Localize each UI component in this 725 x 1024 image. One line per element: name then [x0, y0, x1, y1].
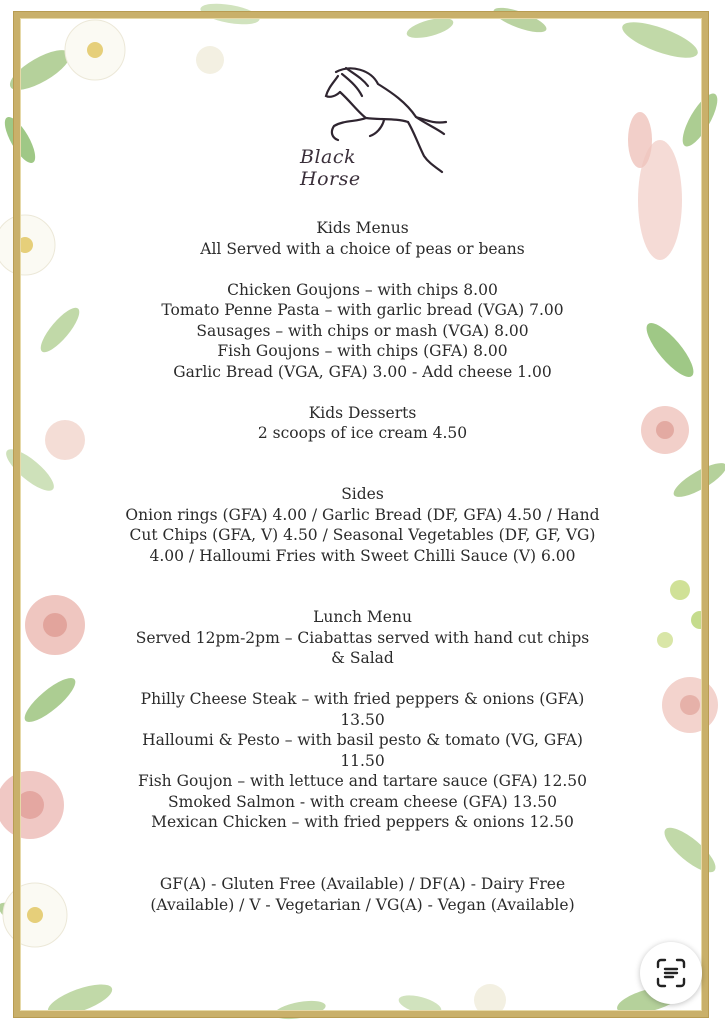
kids-dessert-item: 2 scoops of ice cream 4.50	[257, 424, 468, 442]
lunch-menu-item: Smoked Salmon - with cream cheese (GFA) 13.50	[168, 792, 557, 811]
lunch-menu-title: Lunch Menu	[313, 608, 412, 626]
legend-line: (Available) / V - Vegetarian / VG(A) - Vegan (Available)	[150, 895, 575, 914]
dietary-legend	[100, 874, 625, 915]
sides-section	[100, 484, 625, 566]
lunch-menu-item: Mexican Chicken – with fried peppers & onions 12.50	[151, 813, 574, 831]
lunch-menu-item: Halloumi & Pesto – with basil pesto & tomato (VG, GFA)	[142, 731, 583, 749]
sides-line: Onion rings (GFA) 4.00 / Garlic Bread (DF, GFA) 4.50 / Hand	[125, 505, 600, 524]
kids-menu-item: Chicken Goujons – with chips 8.00	[227, 280, 498, 299]
kids-menu-item: Tomato Penne Pasta – with garlic bread (VGA) 7.00	[161, 301, 564, 319]
scan-text-icon	[655, 957, 687, 989]
kids-menu-title: Kids Menus	[316, 219, 409, 237]
lunch-menu-subtitle: & Salad	[331, 649, 394, 667]
kids-desserts-title: Kids Desserts	[308, 403, 417, 422]
lunch-menu-section	[100, 607, 625, 833]
sides-line: 4.00 / Halloumi Fries with Sweet Chilli Sauce (V) 6.00	[149, 546, 576, 565]
lunch-menu-subtitle: Served 12pm-2pm – Ciabattas served with hand cut chips	[135, 628, 590, 647]
kids-menu-item: Garlic Bread (VGA, GFA) 3.00 - Add cheese 1.00	[173, 362, 552, 381]
sides-title: Sides	[341, 485, 384, 503]
lunch-menu-price: 11.50	[340, 751, 385, 770]
legend-line: GF(A) - Gluten Free (Available) / DF(A) - Dairy Free	[159, 875, 566, 893]
lunch-menu-item: Fish Goujon – with lettuce and tartare sauce (GFA) 12.50	[138, 772, 587, 790]
lunch-menu-price: 13.50	[340, 710, 385, 729]
brand-name: Black Horse	[300, 146, 361, 190]
kids-menu-item: Fish Goujons – with chips (GFA) 8.00	[217, 342, 508, 360]
kids-menu-item: Sausages – with chips or mash (VGA) 8.00	[196, 321, 529, 340]
lunch-menu-item: Philly Cheese Steak – with fried peppers & onions (GFA)	[140, 690, 585, 708]
scan-text-button[interactable]	[640, 942, 702, 1004]
sides-line: Cut Chips (GFA, V) 4.50 / Seasonal Vegetables (DF, GF, VG)	[129, 526, 596, 544]
kids-menu-subtitle: All Served with a choice of peas or beans	[200, 239, 525, 258]
kids-menu-section	[110, 218, 615, 444]
